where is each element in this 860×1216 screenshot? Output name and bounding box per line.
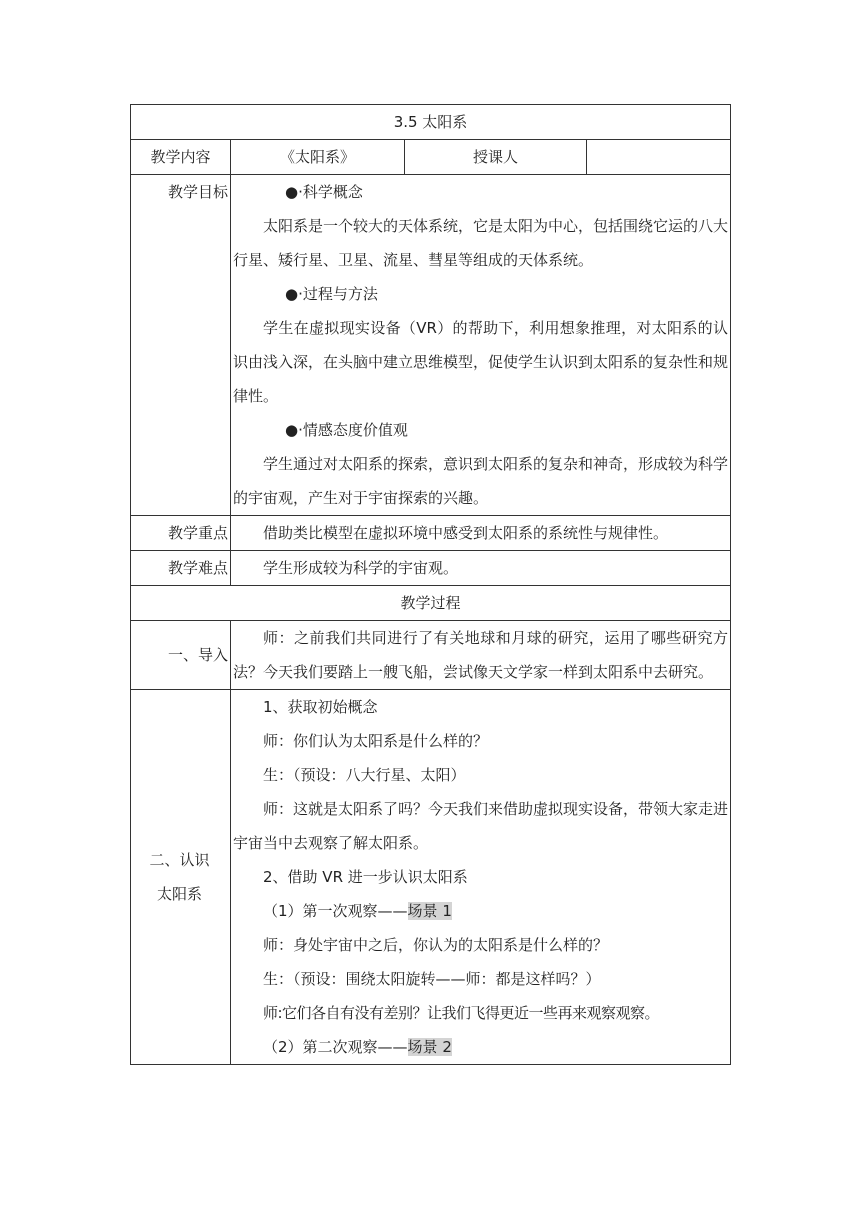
goal-paragraph-attitude: 学生通过对太阳系的探索，意识到太阳系的复杂和神奇，形成较为科学的宇宙观，产生对于宇宙探索的兴趣。 (233, 455, 729, 507)
goal-bullet-process: ●· 过程与方法 (233, 277, 728, 311)
solar-line-6 (233, 894, 728, 928)
goal-paragraph-process: 学生在虚拟现实设备（VR）的帮助下，利用想象推理，对太阳系的认识由浅入深，在头脑中建立思维模型，促使学生认识到太阳系的复杂性和规律性。 (233, 319, 729, 405)
goals-label: 教学目标 (131, 175, 231, 516)
content-value: 《太阳系》 (231, 140, 405, 175)
difficulty-content (231, 551, 731, 586)
process-header: 教学过程 (131, 586, 731, 621)
section-intro-label: 一、导入 (131, 621, 231, 690)
section-solar-content (231, 690, 731, 1065)
teacher-label: 授课人 (405, 140, 587, 175)
title-row (131, 105, 731, 140)
section-solar-row (131, 690, 731, 1065)
solar-line-10 (233, 1030, 728, 1064)
goal-paragraph-science: 太阳系是一个较大的天体系统，它是太阳为中心，包括围绕它运的八大行星、矮行星、卫星、流星、彗星等组成的天体系统。 (233, 217, 729, 269)
difficulty-row (131, 551, 731, 586)
content-row (131, 140, 731, 175)
observe-2-prefix: （2）第二次观察—— (263, 1038, 408, 1056)
lesson-plan-table (130, 104, 731, 1065)
solar-line-2: 师：你们认为太阳系是什么样的？ (263, 732, 489, 750)
solar-line-8: 生：（预设：围绕太阳旋转——师：都是这样吗？） (263, 970, 601, 988)
observe-1-prefix: （1）第一次观察—— (263, 902, 408, 920)
solar-line-1: 1、获取初始概念 (263, 698, 378, 716)
solar-line-4: 师：这就是太阳系了吗？今天我们来借助虚拟现实设备，带领大家走进宇宙当中去观察了解太阳系。 (233, 800, 729, 852)
process-header-row (131, 586, 731, 621)
key-point-row (131, 516, 731, 551)
goal-bullet-attitude: ●· 情感态度价值观 (233, 413, 728, 447)
solar-line-9: 师:它们各自有没有差别？让我们飞得更近一些再来观察观察。 (263, 1004, 660, 1022)
solar-line-3: 生：（预设：八大行星、太阳） (263, 766, 466, 784)
teacher-value (587, 140, 731, 175)
goal-bullet-science: ●· 科学概念 (233, 175, 728, 209)
key-point-text: 借助类比模型在虚拟环境中感受到太阳系的系统性与规律性。 (263, 524, 669, 542)
goals-content (231, 175, 731, 516)
scene-1-highlight: 场景 1 (407, 902, 452, 920)
solar-line-7: 师：身处宇宙中之后，你认为的太阳系是什么样的？ (263, 936, 609, 954)
section-solar-label-line2: 太阳系 (156, 885, 202, 903)
section-intro-row (131, 621, 731, 690)
key-point-content (231, 516, 731, 551)
difficulty-text: 学生形成较为科学的宇宙观。 (263, 559, 459, 577)
content-label: 教学内容 (131, 140, 231, 175)
lesson-title: 3.5 太阳系 (131, 105, 731, 140)
section-solar-label-line1: 二、认识 (149, 851, 210, 869)
key-point-label: 教学重点 (131, 516, 231, 551)
solar-line-5: 2、借助 VR 进一步认识太阳系 (263, 868, 468, 886)
section-intro-text: 师：之前我们共同进行了有关地球和月球的研究，运用了哪些研究方法？今天我们要踏上一艘飞船，尝试像天文学家一样到太阳系中去研究。 (233, 629, 728, 681)
difficulty-label: 教学难点 (131, 551, 231, 586)
goals-row (131, 175, 731, 516)
section-solar-label (131, 690, 231, 1065)
section-intro-content (231, 621, 731, 690)
scene-2-highlight: 场景 2 (407, 1038, 452, 1056)
